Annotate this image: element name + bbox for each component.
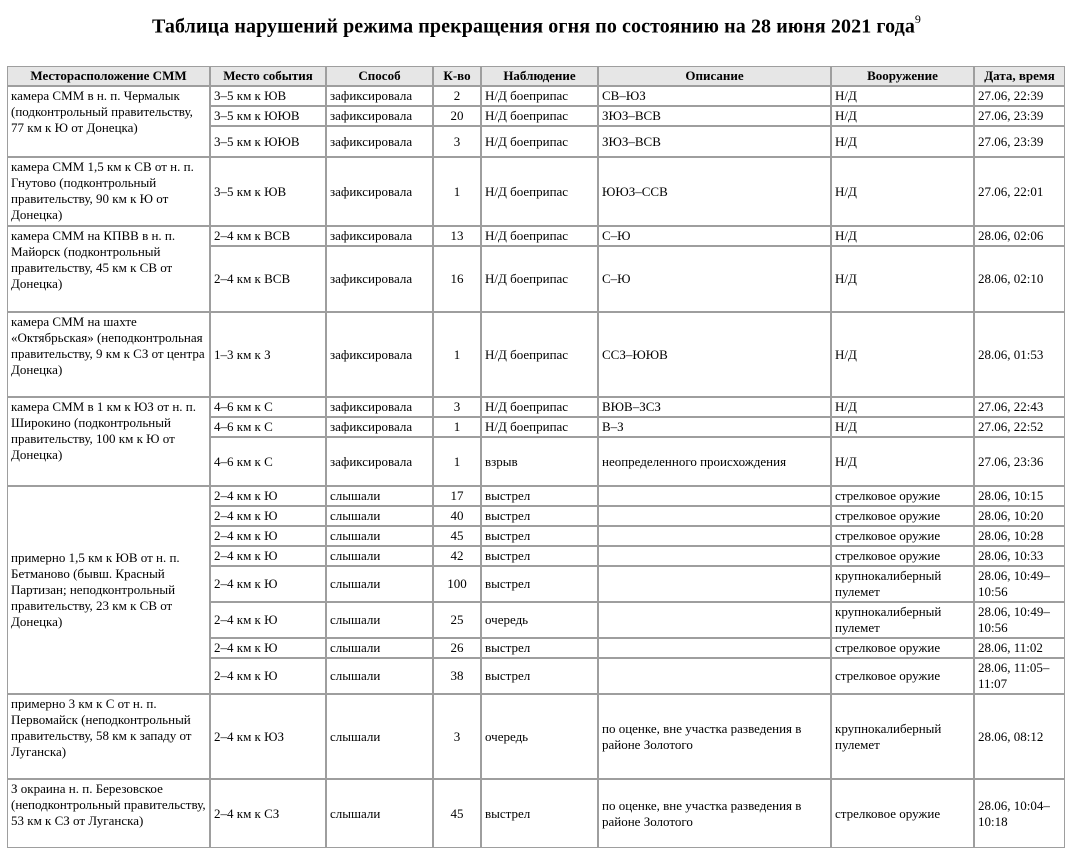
cell-method: слышали [326,526,433,546]
cell-datetime: 28.06, 11:05–11:07 [974,658,1065,694]
cell-count: 1 [433,157,481,226]
cell-datetime: 28.06, 02:06 [974,226,1065,246]
cell-description [598,486,831,506]
cell-weapon: Н/Д [831,246,974,312]
header-description: Описание [598,66,831,86]
cell-observation: Н/Д боеприпас [481,246,598,312]
cell-datetime: 28.06, 10:20 [974,506,1065,526]
cell-description: С–Ю [598,226,831,246]
cell-observation: Н/Д боеприпас [481,86,598,106]
cell-datetime: 27.06, 22:39 [974,86,1065,106]
cell-count: 26 [433,638,481,658]
cell-count: 45 [433,779,481,848]
cell-count: 40 [433,506,481,526]
cell-place: 3–5 км к ЮЮВ [210,106,326,126]
cell-place: 2–4 км к Ю [210,638,326,658]
cell-observation: Н/Д боеприпас [481,106,598,126]
header-weapon: Вооружение [831,66,974,86]
cell-method: зафиксировала [326,86,433,106]
cell-place: 2–4 км к Ю [210,546,326,566]
cell-datetime: 27.06, 22:52 [974,417,1065,437]
cell-weapon: крупнокалиберный пулемет [831,566,974,602]
cell-place: 2–4 км к ВСВ [210,226,326,246]
table-row [7,397,1065,417]
cell-datetime: 27.06, 22:01 [974,157,1065,226]
cell-count: 45 [433,526,481,546]
cell-method: зафиксировала [326,226,433,246]
cell-weapon: стрелковое оружие [831,658,974,694]
cell-weapon: стрелковое оружие [831,486,974,506]
cell-description: неопределенного происхождения [598,437,831,486]
cell-observation: очередь [481,694,598,779]
table-row [7,694,1065,779]
cell-count: 17 [433,486,481,506]
cell-description: по оценке, вне участка разведения в районе Золотого [598,779,831,848]
cell-count: 1 [433,417,481,437]
cell-datetime: 28.06, 10:04–10:18 [974,779,1065,848]
cell-datetime: 28.06, 10:49–10:56 [974,602,1065,638]
cell-method: зафиксировала [326,437,433,486]
cell-method: слышали [326,546,433,566]
cell-weapon: Н/Д [831,157,974,226]
table-row [7,86,1065,106]
cell-location: камера СММ в н. п. Чермалык (подконтрольный правительству, 77 км к Ю от Донецка) [7,86,210,157]
cell-count: 3 [433,126,481,157]
header-method: Способ [326,66,433,86]
cell-place: 2–4 км к ЮЗ [210,694,326,779]
cell-observation: Н/Д боеприпас [481,312,598,397]
cell-observation: взрыв [481,437,598,486]
cell-method: слышали [326,602,433,638]
cell-description [598,566,831,602]
cell-observation: Н/Д боеприпас [481,417,598,437]
cell-description: ЗЮЗ–ВСВ [598,106,831,126]
cell-observation: очередь [481,602,598,638]
cell-weapon: стрелковое оружие [831,638,974,658]
cell-weapon: Н/Д [831,106,974,126]
cell-location: камера СММ на шахте «Октябрьская» (неподконтрольная правительству, 9 км к СЗ от центра Донецка) [7,312,210,397]
cell-weapon: Н/Д [831,437,974,486]
cell-location: камера СММ на КПВВ в н. п. Майорск (подконтрольный правительству, 45 км к СВ от Донецка) [7,226,210,312]
cell-place: 2–4 км к Ю [210,486,326,506]
cell-observation: выстрел [481,506,598,526]
cell-method: слышали [326,506,433,526]
cell-observation: выстрел [481,638,598,658]
table-row [7,157,1065,226]
cell-place: 4–6 км к С [210,417,326,437]
cell-method: слышали [326,638,433,658]
cell-observation: выстрел [481,546,598,566]
cell-count: 2 [433,86,481,106]
violations-table [7,66,1065,848]
cell-observation: выстрел [481,779,598,848]
cell-location: камера СММ 1,5 км к СВ от н. п. Гнутово (подконтрольный правительству, 90 км к Ю от Донецка) [7,157,210,226]
cell-place: 3–5 км к ЮВ [210,157,326,226]
cell-method: слышали [326,658,433,694]
cell-count: 20 [433,106,481,126]
cell-weapon: Н/Д [831,312,974,397]
cell-method: зафиксировала [326,126,433,157]
cell-location: примерно 1,5 км к ЮВ от н. п. Бетманово (бывш. Красный Партизан; неподконтрольный правительству, 23 км к СВ от Донецка) [7,486,210,694]
cell-count: 100 [433,566,481,602]
cell-count: 38 [433,658,481,694]
cell-datetime: 28.06, 10:49–10:56 [974,566,1065,602]
table-body [7,86,1065,848]
header-datetime: Дата, время [974,66,1065,86]
cell-weapon: крупнокалиберный пулемет [831,602,974,638]
cell-datetime: 28.06, 08:12 [974,694,1065,779]
cell-description [598,638,831,658]
cell-datetime: 27.06, 22:43 [974,397,1065,417]
cell-observation: выстрел [481,658,598,694]
cell-place: 3–5 км к ЮЮВ [210,126,326,157]
cell-description [598,526,831,546]
table-row [7,312,1065,397]
cell-count: 16 [433,246,481,312]
table-row [7,779,1065,848]
cell-weapon: стрелковое оружие [831,526,974,546]
cell-description: по оценке, вне участка разведения в районе Золотого [598,694,831,779]
document-title [0,14,1073,39]
cell-description: ВЮВ–ЗСЗ [598,397,831,417]
cell-description: С–Ю [598,246,831,312]
cell-method: зафиксировала [326,106,433,126]
cell-method: зафиксировала [326,246,433,312]
cell-description [598,602,831,638]
cell-description: ССЗ–ЮЮВ [598,312,831,397]
cell-description: ЗЮЗ–ВСВ [598,126,831,157]
cell-method: зафиксировала [326,157,433,226]
cell-place: 2–4 км к Ю [210,566,326,602]
cell-place: 1–3 км к З [210,312,326,397]
cell-weapon: Н/Д [831,226,974,246]
cell-datetime: 28.06, 11:02 [974,638,1065,658]
cell-method: зафиксировала [326,417,433,437]
cell-observation: выстрел [481,486,598,506]
table-row [7,226,1065,246]
cell-location: примерно 3 км к С от н. п. Первомайск (неподконтрольный правительству, 58 км к западу от Луганска) [7,694,210,779]
cell-place: 2–4 км к Ю [210,506,326,526]
cell-description: ЮЮЗ–ССВ [598,157,831,226]
cell-description [598,658,831,694]
cell-weapon: стрелковое оружие [831,546,974,566]
cell-observation: Н/Д боеприпас [481,157,598,226]
cell-count: 1 [433,312,481,397]
cell-place: 2–4 км к Ю [210,658,326,694]
cell-observation: выстрел [481,526,598,546]
cell-datetime: 28.06, 10:28 [974,526,1065,546]
cell-location: камера СММ в 1 км к ЮЗ от н. п. Широкино (подконтрольный правительству, 100 км к Ю от Донецка) [7,397,210,486]
cell-location: З окраина н. п. Березовское (неподконтрольный правительству, 53 км к СЗ от Луганска) [7,779,210,848]
cell-observation: Н/Д боеприпас [481,397,598,417]
cell-place: 4–6 км к С [210,437,326,486]
cell-weapon: Н/Д [831,397,974,417]
cell-count: 3 [433,694,481,779]
cell-place: 2–4 км к Ю [210,526,326,546]
cell-count: 1 [433,437,481,486]
cell-datetime: 28.06, 10:33 [974,546,1065,566]
cell-place: 4–6 км к С [210,397,326,417]
cell-description [598,546,831,566]
cell-method: зафиксировала [326,312,433,397]
cell-observation: выстрел [481,566,598,602]
cell-observation: Н/Д боеприпас [481,226,598,246]
cell-count: 25 [433,602,481,638]
cell-place: 2–4 км к ВСВ [210,246,326,312]
header-count: К-во [433,66,481,86]
cell-method: слышали [326,779,433,848]
cell-count: 42 [433,546,481,566]
cell-weapon: стрелковое оружие [831,506,974,526]
cell-datetime: 28.06, 02:10 [974,246,1065,312]
cell-method: слышали [326,694,433,779]
cell-count: 3 [433,397,481,417]
table-row [7,486,1065,506]
cell-datetime: 27.06, 23:39 [974,126,1065,157]
cell-datetime: 27.06, 23:36 [974,437,1065,486]
cell-description: СВ–ЮЗ [598,86,831,106]
cell-datetime: 28.06, 01:53 [974,312,1065,397]
header-place: Место события [210,66,326,86]
cell-method: зафиксировала [326,397,433,417]
cell-place: 2–4 км к Ю [210,602,326,638]
cell-datetime: 27.06, 23:39 [974,106,1065,126]
header-location: Месторасположение СММ [7,66,210,86]
cell-description: В–З [598,417,831,437]
cell-observation: Н/Д боеприпас [481,126,598,157]
cell-place: 2–4 км к СЗ [210,779,326,848]
title-footnote-marker[interactable]: 9 [914,12,922,26]
cell-method: слышали [326,566,433,602]
header-observation: Наблюдение [481,66,598,86]
cell-weapon: стрелковое оружие [831,779,974,848]
cell-datetime: 28.06, 10:15 [974,486,1065,506]
cell-weapon: крупнокалиберный пулемет [831,694,974,779]
cell-place: 3–5 км к ЮВ [210,86,326,106]
cell-weapon: Н/Д [831,126,974,157]
table-header-row [7,66,1065,86]
cell-description [598,506,831,526]
cell-count: 13 [433,226,481,246]
cell-weapon: Н/Д [831,86,974,106]
title-text: Таблица нарушений режима прекращения огня по состоянию на 28 июня 2021 года [151,15,915,38]
cell-weapon: Н/Д [831,417,974,437]
cell-method: слышали [326,486,433,506]
